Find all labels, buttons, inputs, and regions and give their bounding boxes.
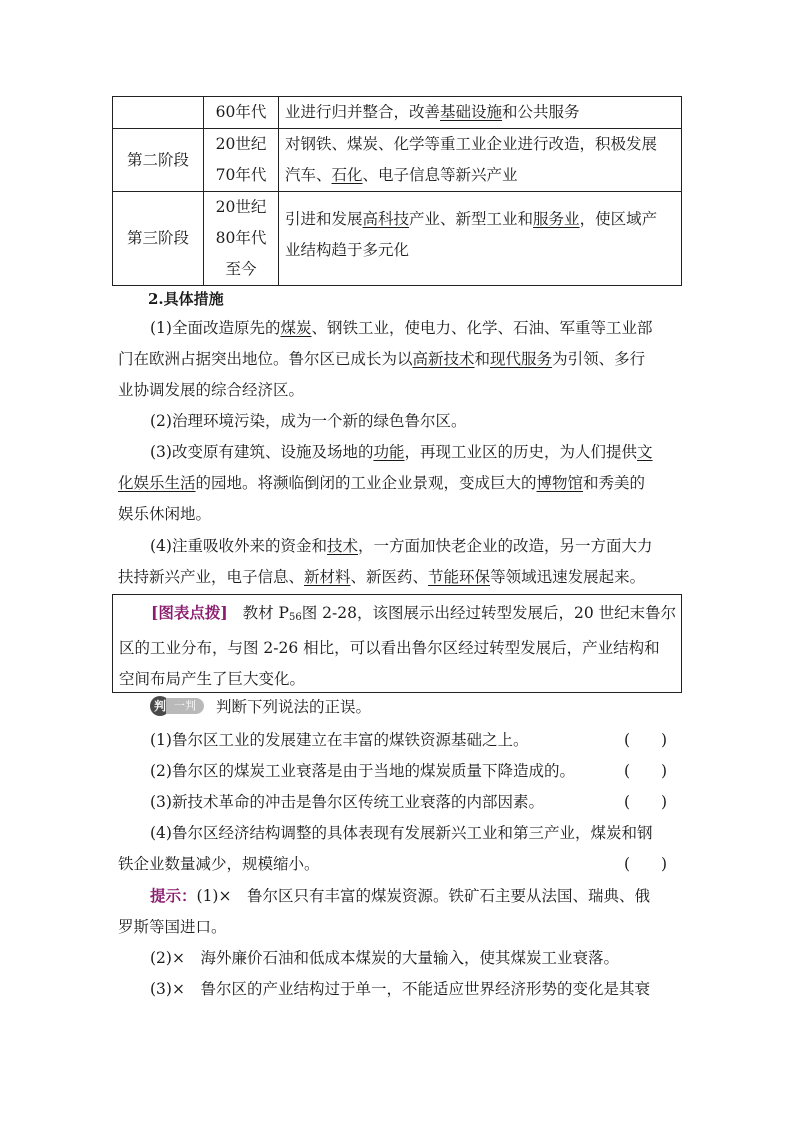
text-segment: 和	[474, 350, 491, 368]
content-line	[285, 129, 677, 160]
text-segment: 、钢铁工业，使电力、化学、石油、军重等工业部	[311, 319, 653, 337]
text-segment: 对钢铁、煤炭、化学等重工业企业进行改造，积极发展	[285, 135, 658, 153]
answer-paren: ( )	[624, 793, 668, 811]
text-segment: ，使区域产	[579, 210, 658, 228]
text-line	[118, 468, 676, 499]
text-line	[118, 344, 676, 375]
measure-item	[118, 437, 676, 530]
judge-badge-icon	[150, 696, 204, 716]
text-segment: 和公共服务	[502, 103, 580, 121]
answer-paren: ( )	[624, 762, 668, 780]
stage-cell: 第二阶段	[113, 129, 204, 192]
text-segment: 、电子信息等新兴产业	[362, 166, 518, 184]
underlined-term: 功能	[373, 443, 405, 461]
underlined-term: 煤炭	[280, 319, 312, 337]
text-segment: (2)治理环境污染，成为一个新的绿色鲁尔区。	[150, 412, 467, 430]
note-text: 教材 P	[242, 604, 289, 622]
text-segment: 等领域迅速发展起来。	[490, 568, 646, 586]
judge-question: (3)新技术革命的冲击是鲁尔区传统工业衰落的内部因素。	[150, 793, 544, 811]
text-segment: 汽车、	[285, 166, 332, 184]
text-line	[118, 499, 676, 530]
text-segment: 业协调发展的综合经济区。	[118, 381, 305, 399]
answer-paren: ( )	[624, 855, 668, 873]
text-line: (3)× 鲁尔区的产业结构过于单一，不能适应世界经济形势的变化是其衰	[150, 980, 650, 998]
underlined-term: 高新技术	[412, 350, 475, 368]
period-line: 60年代	[215, 103, 267, 121]
text-line	[118, 531, 676, 562]
stage-cell	[113, 97, 204, 129]
text-segment: 引进和发展	[285, 210, 363, 228]
stage-table	[112, 96, 682, 286]
content-line	[285, 160, 677, 191]
period-cell	[204, 192, 279, 286]
underlined-term: 现代服务	[490, 350, 553, 368]
period-line: 至今	[225, 260, 257, 278]
hint-label: 提示：	[150, 886, 197, 905]
text-segment: 扶持新兴产业，电子信息、	[118, 568, 305, 586]
period-line: 20世纪	[215, 135, 267, 153]
text-segment: ，再现工业区的历史，为人们提供	[404, 443, 637, 461]
underlined-term: 石化	[331, 166, 363, 184]
section-heading: 2.具体措施	[148, 290, 224, 308]
figure-note-tag: [图表点拨]	[151, 603, 228, 622]
underlined-term: 技术	[326, 537, 358, 555]
underlined-term: 高科技	[362, 210, 410, 228]
judge-badge-char: 判	[150, 696, 170, 716]
judge-header	[150, 694, 371, 718]
table-row	[113, 192, 682, 286]
text-segment: (3)改变原有建筑、设施及场地的	[150, 443, 374, 461]
stage-cell: 第三阶段	[113, 192, 204, 286]
text-line	[118, 313, 676, 344]
table-row	[113, 129, 682, 192]
text-line: 空间布局产生了巨大变化。	[119, 670, 306, 688]
content-line	[285, 235, 677, 266]
content-cell	[279, 97, 682, 129]
period-cell	[204, 97, 279, 129]
hint-text: (1)× 鲁尔区只有丰富的煤炭资源。铁矿石主要从法国、瑞典、俄	[196, 887, 650, 905]
underlined-term: 化娱乐生活	[118, 474, 196, 492]
content-cell	[279, 192, 682, 286]
period-line: 80年代	[215, 229, 267, 247]
answer-paren: ( )	[624, 731, 668, 749]
underlined-term: 服务业	[533, 210, 580, 228]
underlined-term: 节能环保	[428, 568, 491, 586]
text-segment: 和秀美的	[583, 474, 646, 492]
text-line	[118, 375, 676, 406]
text-line	[118, 406, 676, 437]
text-segment: 业进行归并整合，改善	[285, 103, 441, 121]
hints-block	[118, 880, 676, 1005]
table-row	[113, 97, 682, 129]
figure-note-text	[119, 597, 677, 695]
underlined-term: 文	[637, 443, 653, 461]
underlined-term: 新材料	[304, 568, 351, 586]
content-cell	[279, 129, 682, 192]
note-text: 图 2-28，该图展示出经过转型发展后，20 世纪末鲁尔	[301, 604, 677, 622]
text-line	[118, 562, 676, 593]
period-line: 20世纪	[215, 198, 267, 216]
judge-question-cont: 铁企业数量减少，规模缩小。	[118, 855, 320, 873]
measure-item	[118, 406, 676, 437]
period-line: 70年代	[215, 166, 267, 184]
underlined-term: 博物馆	[536, 474, 584, 492]
text-line: 罗斯等国进口。	[118, 918, 227, 936]
text-segment: 、新医药、	[350, 568, 429, 586]
figure-note-box	[112, 594, 682, 693]
judge-question: (2)鲁尔区的煤炭工业衰落是由于当地的煤炭质量下降造成的。	[150, 762, 575, 780]
page-subscript: 56	[288, 612, 302, 623]
underlined-term: 基础设施	[440, 103, 503, 121]
text-segment: 的园地。将濒临倒闭的工业企业景观，变成巨大的	[195, 474, 537, 492]
text-segment: (1)全面改造原先的	[150, 319, 281, 337]
text-segment: 业结构趋于多元化	[285, 241, 410, 259]
text-segment: (4)注重吸收外来的资金和	[150, 537, 327, 555]
text-line: (2)× 海外廉价石油和低成本煤炭的大量输入，使其煤炭工业衰落。	[150, 949, 619, 967]
text-line	[119, 597, 677, 633]
judge-badge-tail: 一判	[166, 698, 204, 714]
content-line	[285, 97, 677, 128]
measure-item	[118, 313, 676, 406]
text-segment: 门在欧洲占据突出地位。鲁尔区已成长为以	[118, 350, 413, 368]
text-segment: ，一方面加快老企业的改造，另一方面大力	[357, 537, 653, 555]
judge-title: 判断下列说法的正误。	[216, 698, 372, 716]
measure-item	[118, 531, 676, 593]
text-segment: 为引领、多行	[552, 350, 646, 368]
text-line	[118, 437, 676, 468]
text-segment: 产业、新型工业和	[409, 210, 534, 228]
text-line	[118, 880, 676, 912]
judge-question: (1)鲁尔区工业的发展建立在丰富的煤铁资源基础之上。	[150, 731, 529, 749]
period-cell	[204, 129, 279, 192]
judge-question: (4)鲁尔区经济结构调整的具体表现有发展新兴工业和第三产业，煤炭和钢	[150, 824, 653, 842]
text-segment: 娱乐休闲地。	[118, 505, 212, 523]
text-line: 区的工业分布，与图 2-26 相比，可以看出鲁尔区经过转型发展后，产业结构和	[119, 639, 660, 657]
content-line	[285, 204, 677, 235]
